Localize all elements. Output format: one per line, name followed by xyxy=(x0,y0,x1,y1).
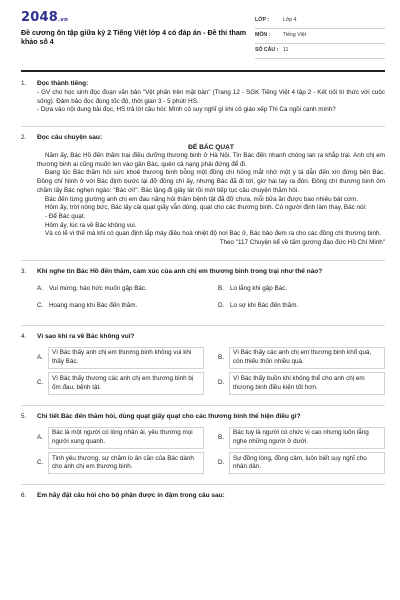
meta-row-question-count: SỐ CÂU : 11 xyxy=(255,44,385,59)
answer-options xyxy=(37,342,385,395)
document-title: Đề cương ôn tập giữa kỳ 2 Tiếng Việt lớp 4 có đáp án - Đề thi tham khảo số 4 xyxy=(21,29,247,47)
question-6: 6. Em hãy đặt câu hỏi cho bộ phận được in đậm trong câu sau: xyxy=(21,484,385,501)
option-c[interactable]: C. Tinh yêu thương, sự chăm lo ân cần của Bác dành cho anh chị em thương binh. xyxy=(37,452,204,474)
meta-row-subject: MÔN : Tiếng Việt xyxy=(255,29,385,44)
story-title: ĐẾ BÁC QUẠT xyxy=(188,144,234,151)
question-3: 3. Khi nghe tin Bác Hồ đến thăm, cảm xúc của anh chị em thương binh trong trại như thế nào? A. Vui mừng, háo hức muốn gặp Bác. B. Lo lắng khi gặp Bác. C. Hoang mang khi Bác đến thăm. D. Lo sợ khi Bác đến thăm. xyxy=(21,260,385,325)
question-4: 4. Vì sao khi ra về Bác không vui? A. Vì Bác thấy anh chị em thương binh không vui khi thấy Bác. B. Vì Bác thấy các anh chị em thương binh khổ quá, còn thiếu thốn nhiều quá. C. Vì Bác thấy thương các anh chị em thương binh bị ốm đau, bệnh tật. D. Vì Bác thấy buồn khi không thể cho anh chị em thương binh điều kiện tốt hơn. xyxy=(21,325,385,405)
question-title: Chi tiết Bác đến thăm hỏi, dùng quạt giấy quạt cho các thương binh thể hiện điều gì? xyxy=(37,412,301,420)
option-b[interactable]: B. Vì Bác thấy các anh chị em thương binh khổ quá, còn thiếu thốn nhiều quá. xyxy=(218,347,385,369)
option-d[interactable]: D. Sự đồng lòng, đồng cảm, luôn biết suy nghĩ cho nhân dân. xyxy=(218,452,385,474)
question-title: Đọc câu chuyện sau: xyxy=(37,134,103,142)
question-list xyxy=(21,80,385,501)
option-b[interactable]: B. Lo lắng khi gặp Bác. xyxy=(218,284,288,292)
option-a[interactable]: A. Bác là một người có lòng nhân ái, yêu thương mọi người xung quanh. xyxy=(37,427,204,449)
page-header xyxy=(0,0,400,66)
story-source: Theo "117 Chuyện kể về tấm gương đạo đức Hồ Chí Minh" xyxy=(219,238,385,246)
option-a[interactable]: A. Vui mừng, háo hức muốn gặp Bác. xyxy=(37,284,147,292)
meta-row-class: LỚP : Lớp 4 xyxy=(255,14,385,29)
option-a[interactable]: A. Vì Bác thấy anh chị em thương binh không vui khi thấy Bác. xyxy=(37,347,204,369)
option-c[interactable]: C. Hoang mang khi Bác đến thăm. xyxy=(37,302,138,310)
question-5: 5. Chi tiết Bác đến thăm hỏi, dùng quạt giấy quạt cho các thương binh thể hiện điều gì? A. Bác là một người có lòng nhân ái, yêu thương mọi người xung quanh. B. Bác tuy là người có chức vị cao nhưng luôn lắng nghe những người ở dưới. C. Tinh yêu thương, sự chăm lo ân cần của Bác dành cho anh chị em thương binh. D. Sự đồng lòng, đồng cảm, luôn biết suy nghĩ cho nhân dân. xyxy=(21,405,385,485)
option-d[interactable]: D. Lo sợ khi Bác đến thăm. xyxy=(218,302,299,310)
option-d[interactable]: D. Vì Bác thấy buồn khi không thể cho anh chị em thương binh điều kiện tốt hơn. xyxy=(218,372,385,394)
question-2: 2. Đọc câu chuyện sau: ĐẾ BÁC QUẠT Năm ấy, Bác Hồ đến thăm trại điều dưỡng thương binh ở Hà Nội. Tin Bác đến nhanh chóng lan ra khắp trại. Anh chị em thương binh ai cũng muốn len vào gần Bác, quên cả nạng phải đứng để đi. Đang lúc Bác thăm hỏi sức khoẻ thương binh bỗng một đồng chí hỏng mắt nhờ một y tá dẫn đến xin đứng bên Bác. Đồng chí Ninh ở với Bác định bước lại đỡ đồng chí ấy, nhưng Bác đã đi tới, giơ hai tay ra đón. Đồng chí thương binh ôm chầm lấy Bác nghẹn ngào: "Bác ơi!". Bác lặng đi giây lát rồi mới tiếp tục câu chuyện thăm hỏi. Bác đến từng giường anh chị em đau nặng hỏi thăm bệnh tật đã đỡ chưa, mỗi bữa ăn được bao nhiêu bát cơm. Hôm ấy, trời nóng bức, Bác lấy cái quạt giấy vẫn dùng, quạt cho các thương binh. Có người định làm thay, Bác nói: - Để Bác quạt. Hôm ấy, lúc ra về Bác không vui. Và có lẽ vì thế mà khi có quan định lắp máy điều hoà nhiệt độ nơi Bác ở, Bác bảo đem ra cho các đồng chí thương binh. Theo "117 Chuyện kể về tấm gương đạo đức Hồ Chí Minh" xyxy=(21,126,385,260)
answer-options xyxy=(37,422,385,475)
answer-options xyxy=(37,277,385,314)
title-divider xyxy=(21,70,385,72)
question-title: Khi nghe tin Bác Hồ đến thăm, cảm xúc của anh chị em thương binh trong trại như thế nào? xyxy=(37,267,323,275)
question-title: Em hãy đặt câu hỏi cho bộ phận được in đậm trong câu sau: xyxy=(37,492,225,500)
question-1: 1. Đọc thành tiếng: - GV cho học sinh đọc đoạn văn bản "Vệt phấn trên mặt bàn" (Trang 12 - SGK Tiếng Việt 4 tập 2 - Kết nối tri thức với cuộc sống). Đảm bảo đọc đúng tốc độ, thời gian 3 - 5 phút/ HS. - Dựa vào nội dung bài đọc, HS trả lời câu hỏi: Mình có suy nghĩ gì khi cô giáo xếp Thi Ca ngồi cạnh mình? xyxy=(21,80,385,114)
site-logo[interactable]: 2048.vn xyxy=(21,10,69,25)
option-c[interactable]: C. Vì Bác thấy thương các anh chị em thương binh bị ốm đau, bệnh tật. xyxy=(37,372,204,394)
option-b[interactable]: B. Bác tuy là người có chức vị cao nhưng luôn lắng nghe những người ở dưới. xyxy=(218,427,385,449)
question-title: Đọc thành tiếng: xyxy=(37,80,89,87)
question-title: Vì sao khi ra về Bác không vui? xyxy=(37,333,135,340)
document-meta xyxy=(255,14,385,59)
